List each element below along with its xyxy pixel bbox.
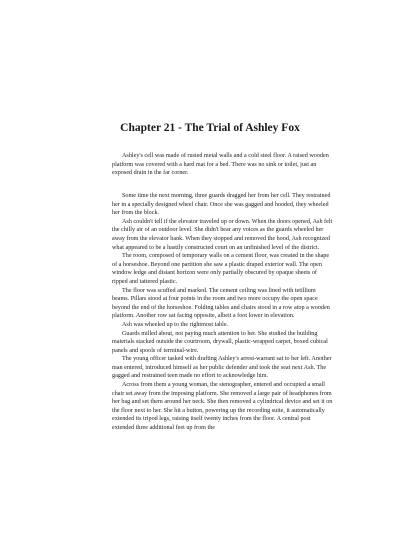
paragraph: The young officer tasked with drafting Ashley's arrest-warrant sat to her left. Another man entered, introduced himself as her public defender and took the seat next Ash. The gagged and restrained teen made no effort to acknowledge him. (112, 356, 332, 380)
paragraph: Some time the next morning, three guards dragged her from her cell. They restrained her in a specially designed wheel chair. Once she was gagged and hooded, they wheeled her from the block. (112, 193, 331, 217)
paragraph: Guards milled about, not paying much attention to her. She studied the building materials stacked outside the courtroom, drywall, plastic-wrapped carpet, boxed cubical panels and spools of terminal-wire. (112, 330, 328, 354)
body-text-block-1 (112, 152, 334, 178)
paragraph: Ash couldn't tell if the elevator traveled up or down. When the doors opened, Ash felt the chilly air of an outdoor level. She didn't hear any voices as the guards wheeled her away from the elevator bank. When they stopped and removed the hood, Ash recognized what appeared to be a hastily constructed court on an unfinished level of the district. (112, 218, 333, 251)
paragraph: Ash was wheeled up to the rightmost table. (122, 321, 229, 328)
paragraph: The floor was scuffed and marked. The cement ceiling was lined with tetillium beams. Pillars stood at four points in the room and two more occupy the open space beyond the end of the horseshoe. Folding tables and chairs stood in a row atop a wooden platform. Another row sat facing opposite, albeit a foot lower in elevation. (112, 287, 330, 320)
paragraph: Across from them a young woman, the stenographer, entered and occupied a small chair set away from the imposing platform. She removed a large pair of headphones from her bag and set them around her neck. She then removed a cylindrical device and set it on the floor next to her. She hit a button, powering up the recording suite, it automatically extended its tripod legs, raising itself twenty inches from the floor. A central post extended three additional feet up from the (112, 382, 333, 432)
body-text-block-2 (112, 192, 334, 433)
paragraph: The room, composed of temporary walls on a cement floor, was created in the shape of a horseshoe. Beyond one partition she saw a plastic draped exterior wall. The open window ledge and distant horizon were only partially obscured by opaque sheets of ripped and tattered plastic. (112, 253, 330, 285)
chapter-title: Chapter 21 - The Trial of Ashley Fox (120, 122, 300, 134)
paragraph: Ashley's cell was made of rusted metal walls and a cold steel floor. A raised wooden platform was covered with a hard mat for a bed. There was no sink or toilet, just an exposed drain in the far corner. (112, 153, 329, 177)
